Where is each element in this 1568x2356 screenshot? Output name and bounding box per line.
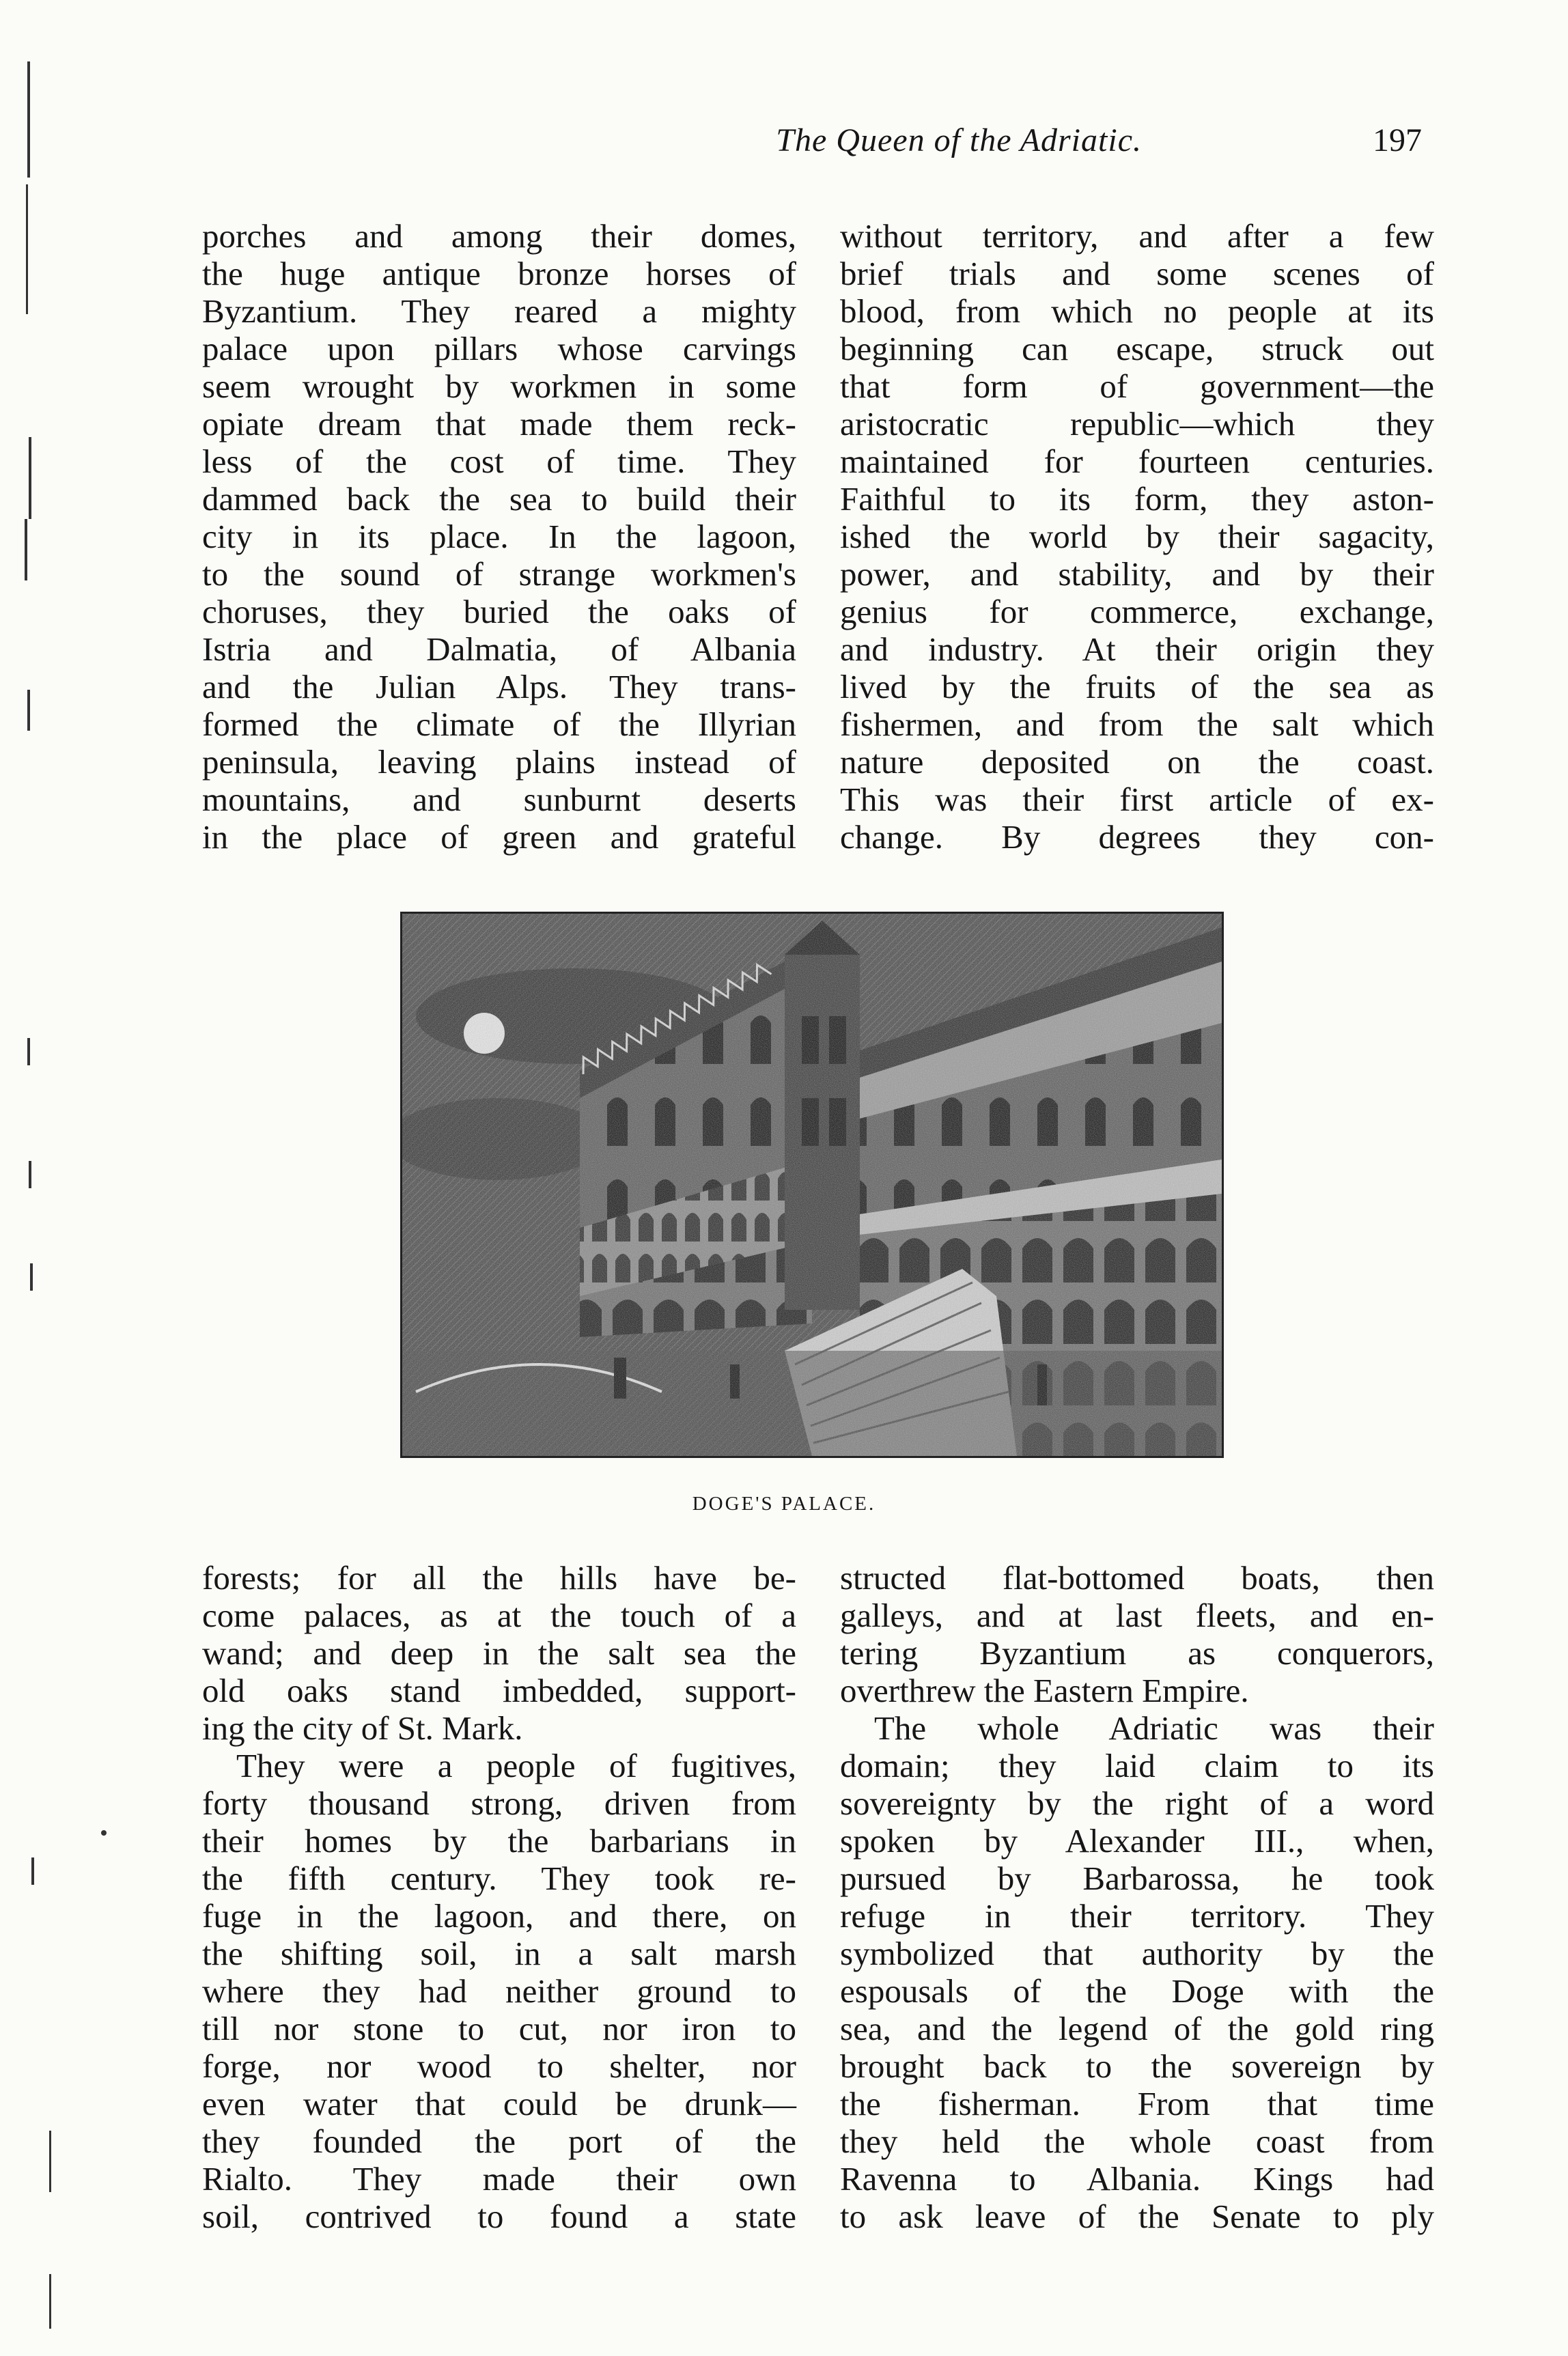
text-line: domain; they laid claim to its xyxy=(840,1747,1434,1784)
text-line: lived by the fruits of the sea as xyxy=(840,668,1434,705)
text-line: old oaks stand imbedded, support- xyxy=(202,1672,796,1709)
text-line: espousals of the Doge with the xyxy=(840,1972,1434,2010)
text-line: forge, nor wood to shelter, nor xyxy=(202,2047,796,2085)
text-line: spoken by Alexander III., when, xyxy=(840,1822,1434,1860)
text-line: porches and among their domes, xyxy=(202,217,796,255)
text-line: and industry. At their origin they xyxy=(840,630,1434,668)
bottom-left-column xyxy=(202,1559,796,2235)
page-number: 197 xyxy=(1373,122,1422,158)
text-line: Faithful to its form, they aston- xyxy=(840,480,1434,518)
text-line: where they had neither ground to xyxy=(202,1972,796,2010)
text-line: genius for commerce, exchange, xyxy=(840,593,1434,630)
text-line: brought back to the sovereign by xyxy=(840,2047,1434,2085)
text-line: opiate dream that made them reck- xyxy=(202,405,796,443)
text-line: structed flat-bottomed boats, then xyxy=(840,1559,1434,1597)
text-line: refuge in their territory. They xyxy=(840,1897,1434,1935)
text-line: overthrew the Eastern Empire. xyxy=(840,1672,1249,1709)
text-line: their homes by the barbarians in xyxy=(202,1822,796,1860)
text-line: formed the climate of the Illyrian xyxy=(202,705,796,743)
text-line: seem wrought by workmen in some xyxy=(202,367,796,405)
bottom-right-column xyxy=(840,1559,1434,2235)
text-line: even water that could be drunk— xyxy=(202,2085,796,2122)
text-line: the shifting soil, in a salt marsh xyxy=(202,1935,796,1972)
text-line: dammed back the sea to build their xyxy=(202,480,796,518)
text-line: sea, and the legend of the gold ring xyxy=(840,2010,1434,2047)
text-line: peninsula, leaving plains instead of xyxy=(202,743,796,781)
running-title: The Queen of the Adriatic. xyxy=(776,122,1142,158)
text-line: change. By degrees they con- xyxy=(840,818,1434,856)
text-line: ing the city of St. Mark. xyxy=(202,1709,523,1747)
text-line: choruses, they buried the oaks of xyxy=(202,593,796,630)
text-line: pursued by Barbarossa, he took xyxy=(840,1860,1434,1897)
text-line: come palaces, as at the touch of a xyxy=(202,1597,796,1634)
text-line: symbolized that authority by the xyxy=(840,1935,1434,1972)
text-line: galleys, and at last fleets, and en- xyxy=(840,1597,1434,1634)
text-line: This was their first article of ex- xyxy=(840,781,1434,818)
text-line: fishermen, and from the salt which xyxy=(840,705,1434,743)
text-line: nature deposited on the coast. xyxy=(840,743,1434,781)
text-line: aristocratic republic—which they xyxy=(840,405,1434,443)
doges-palace-illustration xyxy=(400,912,1224,1458)
text-line: the huge antique bronze horses of xyxy=(202,255,796,292)
text-line: forty thousand strong, driven from xyxy=(202,1784,796,1822)
text-line: Ravenna to Albania. Kings had xyxy=(840,2160,1434,2198)
text-line: and the Julian Alps. They trans- xyxy=(202,668,796,705)
text-line: without territory, and after a few xyxy=(840,217,1434,255)
text-line: less of the cost of time. They xyxy=(202,443,796,480)
text-line: to ask leave of the Senate to ply xyxy=(840,2198,1434,2235)
text-line: Rialto. They made their own xyxy=(202,2160,796,2198)
text-line: brief trials and some scenes of xyxy=(840,255,1434,292)
text-line: wand; and deep in the salt sea the xyxy=(202,1634,796,1672)
text-line: Byzantium. They reared a mighty xyxy=(202,292,796,330)
text-line: forests; for all the hills have be- xyxy=(202,1559,796,1597)
top-right-column xyxy=(840,217,1434,856)
paragraph-first-line: They were a people of fugitives, xyxy=(236,1747,796,1784)
text-line: ished the world by their sagacity, xyxy=(840,518,1434,555)
text-line: till nor stone to cut, nor iron to xyxy=(202,2010,796,2047)
text-line: sovereignty by the right of a word xyxy=(840,1784,1434,1822)
text-line: to the sound of strange workmen's xyxy=(202,555,796,593)
text-line: blood, from which no people at its xyxy=(840,292,1434,330)
text-line: palace upon pillars whose carvings xyxy=(202,330,796,367)
figure-caption: DOGE'S PALACE. xyxy=(692,1493,876,1515)
text-line: power, and stability, and by their xyxy=(840,555,1434,593)
text-line: city in its place. In the lagoon, xyxy=(202,518,796,555)
text-line: they founded the port of the xyxy=(202,2122,796,2160)
text-line: the fifth century. They took re- xyxy=(202,1860,796,1897)
text-line: Istria and Dalmatia, of Albania xyxy=(202,630,796,668)
text-line: soil, contrived to found a state xyxy=(202,2198,796,2235)
top-left-column xyxy=(202,217,796,856)
paragraph-first-line: The whole Adriatic was their xyxy=(874,1709,1434,1747)
text-line: in the place of green and grateful xyxy=(202,818,796,856)
text-line: that form of government—the xyxy=(840,367,1434,405)
text-line: they held the whole coast from xyxy=(840,2122,1434,2160)
text-line: fuge in the lagoon, and there, on xyxy=(202,1897,796,1935)
text-line: the fisherman. From that time xyxy=(840,2085,1434,2122)
text-line: mountains, and sunburnt deserts xyxy=(202,781,796,818)
text-line: tering Byzantium as conquerors, xyxy=(840,1634,1434,1672)
text-line: beginning can escape, struck out xyxy=(840,330,1434,367)
text-line: maintained for fourteen centuries. xyxy=(840,443,1434,480)
